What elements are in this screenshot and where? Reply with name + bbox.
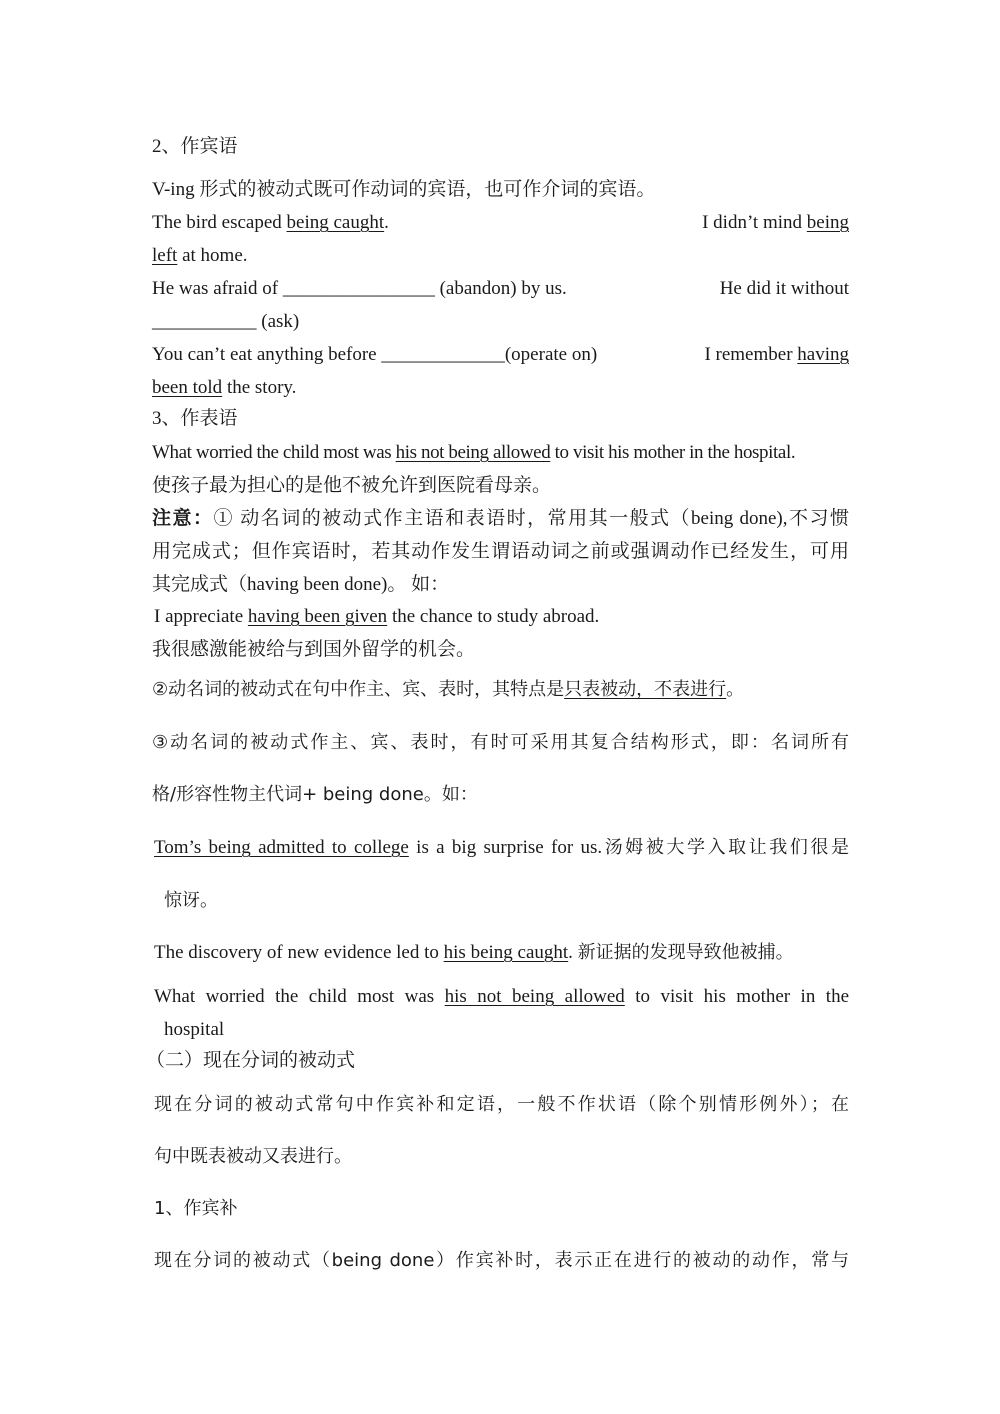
paragraph: 句中既表被动又表进行。	[154, 1146, 352, 1167]
section-heading-object-complement: 1、作宾补	[154, 1198, 238, 1219]
example-sentence: I remember having	[704, 344, 849, 365]
section-heading-present-participle: （二）现在分词的被动式	[146, 1050, 356, 1071]
example-sentence: The discovery of new evidence led to his being caught. 新证据的发现导致他被捕。	[154, 942, 794, 963]
example-sentence: hospital	[164, 1019, 225, 1040]
example-sentence: What worried the child most was his not being allowed to visit his mother in the	[154, 986, 850, 1007]
section-heading-predicative: 3、作表语	[152, 408, 238, 429]
note-paragraph: 注意：① 动名词的被动式作主语和表语时，常用其一般式（being done),不习惯	[152, 508, 849, 529]
section-heading-object: 2、作宾语	[152, 136, 238, 157]
note-point-3: ③动名词的被动式作主、宾、表时，有时可采用其复合结构形式，即：名词所有	[152, 732, 849, 753]
exercise-sentence: ___________ (ask)	[152, 311, 300, 332]
example-sentence: I appreciate having been given the chance to study abroad.	[154, 606, 600, 627]
example-sentence: left at home.	[152, 245, 248, 266]
translation: 惊讶。	[164, 890, 218, 911]
example-sentence: been told the story.	[152, 377, 297, 398]
exercise-sentence: He did it without	[719, 278, 849, 299]
exercise-sentence: He was afraid of ________________ (abandon) by us.	[152, 278, 567, 299]
example-sentence: What worried the child most was his not being allowed to visit his mother in the hospital.	[152, 442, 796, 463]
note-point-2: ②动名词的被动式在句中作主、宾、表时，其特点是只表被动，不表进行。	[152, 679, 745, 700]
exercise-sentence: You can’t eat anything before _____________(operate on)	[152, 344, 598, 365]
example-sentence: I didn’t mind being	[702, 212, 849, 233]
translation: 我很感激能被给与到国外留学的机会。	[152, 639, 476, 660]
translation: 使孩子最为担心的是他不被允许到医院看母亲。	[152, 475, 552, 496]
paragraph: 现在分词的被动式常句中作宾补和定语，一般不作状语（除个别情形例外）；在	[154, 1094, 849, 1115]
note-paragraph: 其完成式（having been done)。 如：	[152, 574, 450, 595]
paragraph: V-ing 形式的被动式既可作动词的宾语，也可作介词的宾语。	[152, 179, 656, 200]
note-paragraph: 用完成式；但作宾语时，若其动作发生谓语动词之前或强调动作已经发生，可用	[152, 541, 849, 562]
example-sentence: The bird escaped being caught.	[152, 212, 389, 233]
example-sentence: Tom’s being admitted to college is a big surprise for us.汤姆被大学入取让我们很是	[154, 837, 850, 858]
note-point-3: 格/形容性物主代词+ being done。如：	[152, 784, 478, 805]
paragraph: 现在分词的被动式（being done）作宾补时，表示正在进行的被动的动作，常与	[154, 1250, 849, 1271]
